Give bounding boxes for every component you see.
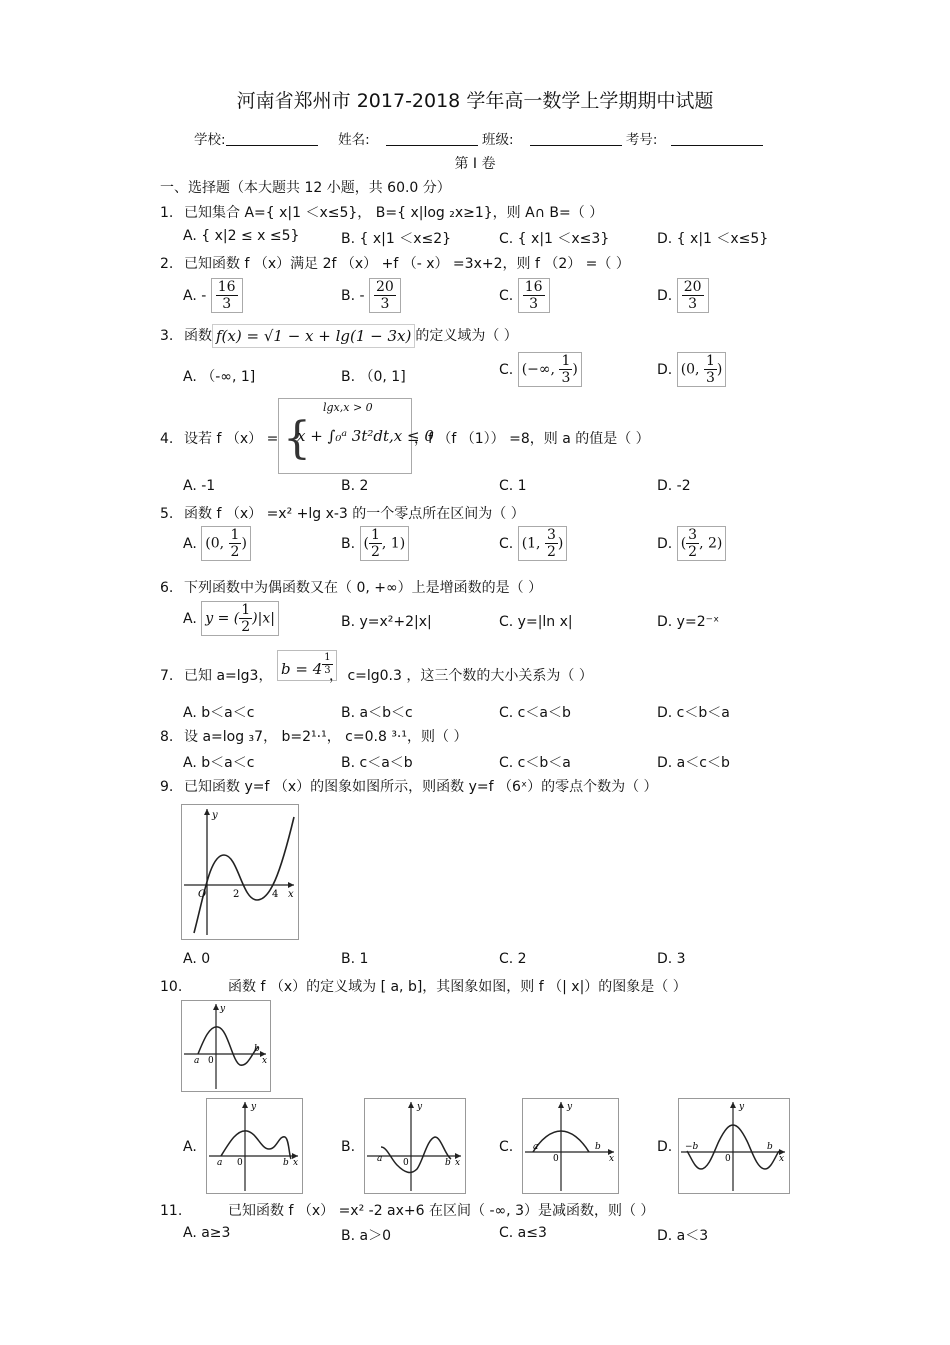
option-b-graph — [364, 1098, 466, 1194]
interval-image: (0, $\frac{1}{3}$ ) — [677, 352, 727, 387]
question-number: 11. — [160, 1203, 183, 1219]
question-stem: 设 a=log ₃7， b=2¹·¹， c=0.8 ³·¹，则（ ） — [184, 729, 468, 745]
option-c: C. { x|1 ＜x≤3} — [499, 231, 610, 247]
option-b: B. （0, 1] — [341, 369, 406, 385]
question-stem: 函数 f （x）的定义域为 [ a, b]，其图象如图，则 f （| x|）的图象是（ ） — [228, 979, 687, 995]
question-number: 9. — [160, 779, 174, 795]
section-heading: 一、选择题（本大题共 12 小题，共 60.0 分） — [160, 180, 451, 196]
neg-b-label: −b — [685, 1142, 699, 1152]
option-d: D. a＜3 — [657, 1228, 709, 1244]
question-10 — [160, 976, 687, 996]
question-8 — [160, 726, 467, 746]
option-a-graph — [206, 1098, 303, 1194]
question-number: 1. — [160, 205, 174, 221]
option-b: B. 2 — [341, 478, 369, 494]
option-a: A. (0, $\frac{1}{2}$ ) — [183, 526, 251, 561]
question-number: 6. — [160, 580, 174, 596]
option-c: C. (1, $\frac{3}{2}$ ) — [499, 526, 567, 561]
question-stem: 函数 — [184, 328, 212, 344]
origin-label: 0 — [553, 1154, 559, 1164]
option-a: A. 0 — [183, 951, 211, 967]
option-a: A. -1 — [183, 478, 216, 494]
option-b: B. a＞0 — [341, 1228, 391, 1244]
student-info-line — [194, 128, 763, 148]
question-3: 3. 函数 f(x) = √1 − x + lg(1 − 3x) 的定义域为（ ） — [160, 324, 518, 348]
interval-image: (0, $\frac{1}{2}$ ) — [201, 526, 251, 561]
question-number: 10. — [160, 979, 183, 995]
axis-label-y: y — [212, 810, 218, 821]
question-stem: 下列函数中为偶函数又在（ 0, +∞）上是增函数的是（ ） — [184, 580, 543, 596]
axis-label-x: x — [262, 1056, 268, 1066]
number-blank — [671, 131, 763, 146]
question-1 — [160, 202, 603, 222]
option-d: D. c＜b＜a — [657, 705, 730, 721]
class-blank — [530, 131, 622, 146]
option-c: C. (−∞, $\frac{1}{3}$ ) — [499, 352, 582, 387]
option-c: C. — [499, 1139, 514, 1155]
question-stem: 已知集合 A={ x|1 ＜x≤5}， B={ x|log ₂x≥1}，则 A∩ B=（ ） — [184, 205, 604, 221]
question-9 — [160, 776, 658, 796]
interval-image: ( $\frac{3}{2}$ , 2) — [677, 526, 727, 561]
case-1: lgx,x > 0 — [323, 401, 373, 414]
option-b: B. — [341, 1139, 356, 1155]
axis-label-y: y — [220, 1004, 226, 1014]
axis-label-y: y — [739, 1102, 745, 1112]
interval-image: (1, $\frac{3}{2}$ ) — [518, 526, 568, 561]
question-4: 4. 设若 f （x） = — [160, 431, 279, 447]
a-label: a — [194, 1056, 200, 1066]
question-number: 3. — [160, 328, 174, 344]
option-b: B. - $\frac{20}{3}$ — [341, 278, 401, 313]
question-stem: 已知函数 y=f （x）的图象如图所示，则函数 y=f （6ˣ）的零点个数为（ ） — [184, 779, 658, 795]
option-c: C. c＜a＜b — [499, 705, 571, 721]
axis-label-x: x — [288, 889, 294, 900]
option-c: C. 2 — [499, 951, 527, 967]
option-a: A. b＜a＜c — [183, 755, 255, 771]
school-blank — [226, 131, 318, 146]
origin-label: 0 — [725, 1154, 731, 1164]
option-a: A. y = ( $\frac{1}{2}$ )|x| — [183, 601, 279, 636]
axis-label-y: y — [417, 1102, 423, 1112]
option-c: C. y=|ln x| — [499, 614, 573, 630]
question-2 — [160, 253, 630, 273]
option-b: B. c＜a＜b — [341, 755, 413, 771]
axis-label-x: x — [293, 1158, 299, 1168]
function-graph-q9 — [181, 804, 299, 940]
axis-label-y: y — [567, 1102, 573, 1112]
option-d: D. (0, $\frac{1}{3}$ ) — [657, 352, 726, 387]
question-stem: 函数 f （x） =x² +lg x-3 的一个零点所在区间为（ ） — [184, 506, 525, 522]
option-b: B. y=x²+2|x| — [341, 614, 432, 630]
case-2: x + ∫₀ᵃ 3t²dt,x ≤ 0 — [297, 427, 434, 445]
axis-label-x: x — [779, 1154, 785, 1164]
fraction-image: $\frac{20}{3}$ — [369, 278, 401, 313]
question-number: 5. — [160, 506, 174, 522]
option-d: D. 3 — [657, 951, 686, 967]
question-11 — [160, 1200, 654, 1220]
question-number: 8. — [160, 729, 174, 745]
question-stem: 已知函数 f （x） =x² -2 ax+6 在区间（ -∞, 3）是减函数，则（ ） — [228, 1203, 655, 1219]
option-d: D. — [657, 1139, 673, 1155]
option-d: D. ( $\frac{3}{2}$ , 2) — [657, 526, 726, 561]
a-label: a — [377, 1154, 383, 1164]
question-number: 2. — [160, 256, 174, 272]
fraction-image: $\frac{16}{3}$ — [518, 278, 550, 313]
piecewise-formula-image — [278, 398, 434, 474]
question-number: 7. — [160, 668, 174, 684]
b-label: b — [767, 1142, 773, 1152]
option-b: B. 1 — [341, 951, 369, 967]
option-a: A. — [183, 1139, 197, 1155]
option-c: C. a≤3 — [499, 1225, 547, 1241]
option-d-graph — [678, 1098, 790, 1194]
formula-image: b = 4 $\frac{1}{3}$ — [277, 650, 337, 681]
question-6 — [160, 577, 542, 597]
origin-label: 0 — [208, 1056, 214, 1066]
a-label: a — [533, 1142, 539, 1152]
b-label: b — [595, 1142, 601, 1152]
formula-image: y = ( $\frac{1}{2}$ )|x| — [201, 601, 279, 636]
a-label: a — [217, 1158, 223, 1168]
option-c: C. $\frac{16}{3}$ — [499, 278, 550, 313]
option-b: B. a＜b＜c — [341, 705, 413, 721]
volume-heading: 第 Ⅰ 卷 — [454, 156, 496, 172]
option-a: A. { x|2 ≤ x ≤5} — [183, 228, 300, 244]
b-label: b — [254, 1044, 260, 1054]
name-label: 姓名: — [338, 132, 370, 148]
question-7: 7. 已知 a=lg3， — [160, 668, 273, 684]
option-c: C. 1 — [499, 478, 527, 494]
question-stem-tail: ， c=lg0.3 ，这三个数的大小关系为（ ） — [329, 668, 593, 684]
interval-image: ( $\frac{1}{2}$ , 1) — [360, 526, 410, 561]
origin-label: 0 — [403, 1158, 409, 1168]
question-stem-tail: ，f （f （1）） =8，则 a 的值是（ ） — [414, 431, 650, 447]
option-d: D. $\frac{20}{3}$ — [657, 278, 709, 313]
option-c: C. c＜b＜a — [499, 755, 571, 771]
axis-label-y: y — [251, 1102, 257, 1112]
page-title: 河南省郑州市 2017-2018 学年高一数学上学期期中试题 — [236, 90, 714, 112]
b-label: b — [283, 1158, 289, 1168]
origin-label: O — [198, 889, 207, 900]
tick-label-2: 2 — [233, 889, 240, 900]
option-d: D. a＜c＜b — [657, 755, 730, 771]
fraction-image: $\frac{16}{3}$ — [211, 278, 243, 313]
option-a: A. b＜a＜c — [183, 705, 255, 721]
option-d: D. { x|1 ＜x≤5} — [657, 231, 769, 247]
b-label: b — [445, 1158, 451, 1168]
option-a: A. （-∞, 1] — [183, 369, 256, 385]
question-5 — [160, 503, 525, 523]
interval-image: (−∞, $\frac{1}{3}$ ) — [518, 352, 582, 387]
option-b: B. { x|1 ＜x≤2} — [341, 231, 452, 247]
name-blank — [386, 131, 478, 146]
axis-label-x: x — [609, 1154, 615, 1164]
origin-label: 0 — [237, 1158, 243, 1168]
option-a: A. a≥3 — [183, 1225, 231, 1241]
number-label: 考号: — [625, 132, 658, 148]
option-d: D. y=2⁻ˣ — [657, 614, 720, 630]
option-a: A. - $\frac{16}{3}$ — [183, 278, 243, 313]
function-graph-q10 — [181, 1000, 271, 1092]
class-label: 班级: — [482, 132, 514, 148]
axis-label-x: x — [455, 1158, 461, 1168]
brace-icon: { — [283, 413, 311, 464]
question-number: 4. — [160, 431, 174, 447]
question-stem: 已知函数 f （x）满足 2f （x） +f （- x） =3x+2，则 f （2） =（ ） — [184, 256, 630, 272]
school-label: 学校: — [194, 132, 226, 148]
tick-label-4: 4 — [272, 889, 279, 900]
option-b: B. ( $\frac{1}{2}$ , 1) — [341, 526, 409, 561]
fraction-image: $\frac{20}{3}$ — [677, 278, 709, 313]
option-c-graph — [522, 1098, 619, 1194]
option-d: D. -2 — [657, 478, 691, 494]
formula-image: f(x) = √1 − x + lg(1 − 3x) — [212, 324, 415, 348]
